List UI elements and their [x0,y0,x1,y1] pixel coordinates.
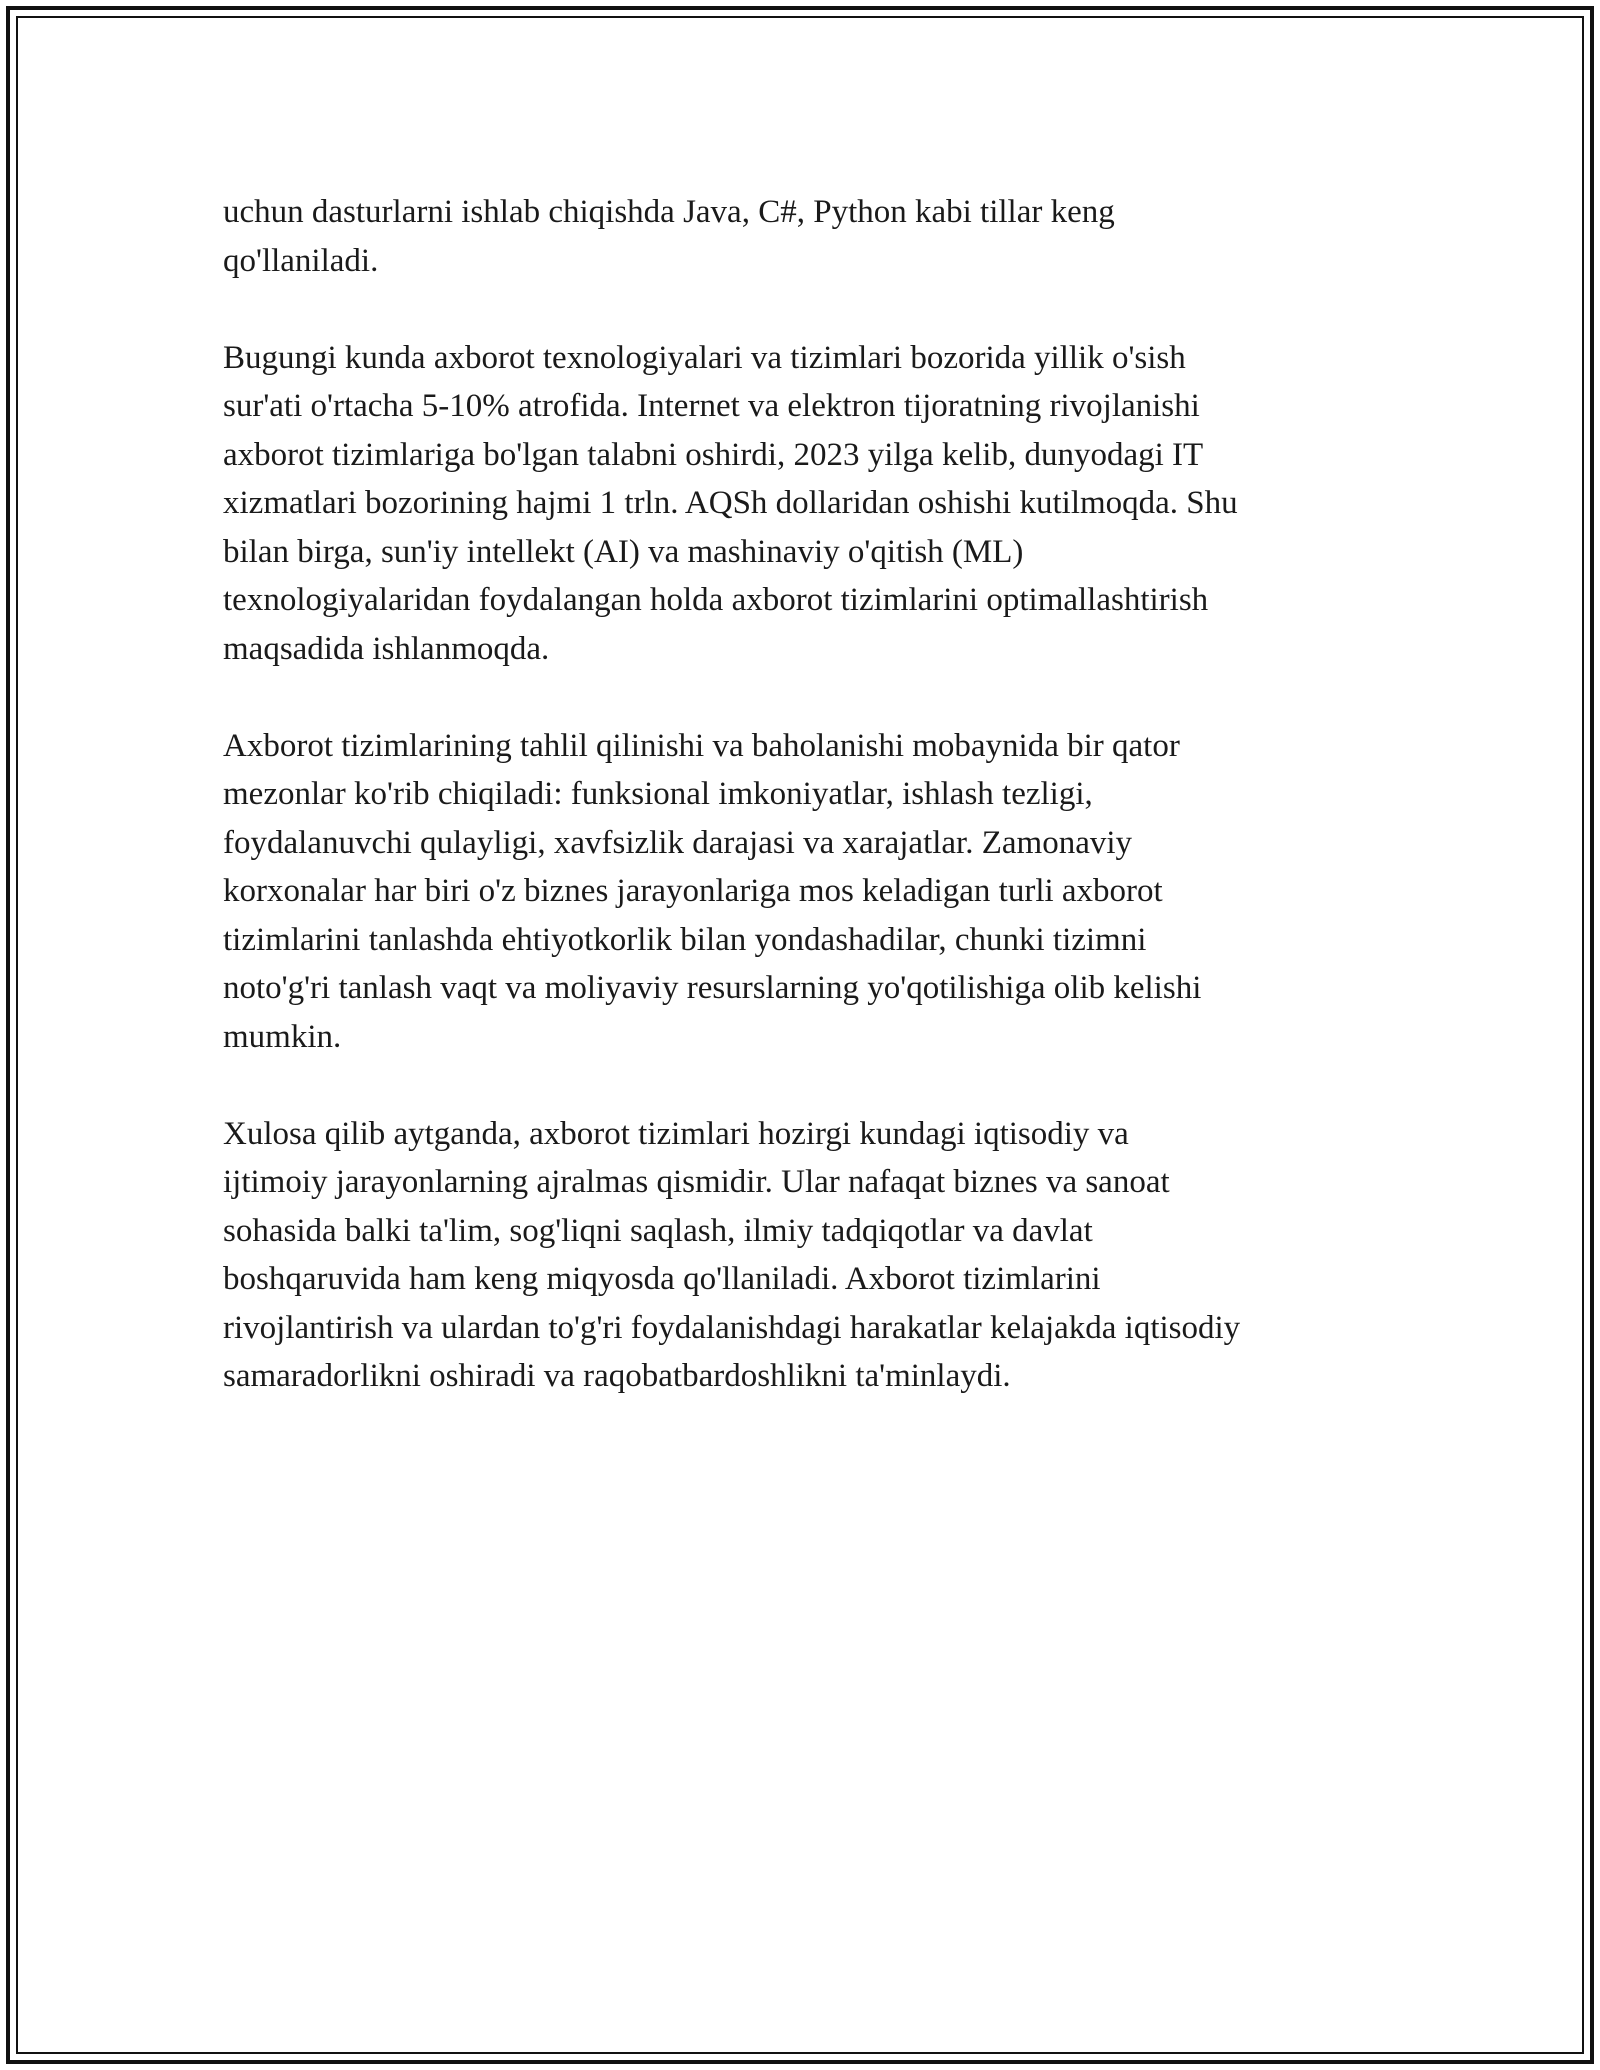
paragraph-3 [223,722,1383,1062]
text-line: bilan birga, sun'iy intellekt (AI) va mashinaviy o'qitish (ML) [223,533,1024,570]
text-line: axborot tizimlariga bo'lgan talabni oshirdi, 2023 yilga kelib, dunyodagi IT [223,436,1204,473]
text-line: qo'llaniladi. [223,242,379,279]
text-line: Bugungi kunda axborot texnologiyalari va tizimlari bozorida yillik o'sish [223,339,1186,376]
text-line: xizmatlari bozorining hajmi 1 trln. AQSh dollaridan oshishi kutilmoqda. Shu [223,485,1238,521]
paragraph-1 [223,188,1383,285]
text-line: foydalanuvchi qulayligi, xavfsizlik darajasi va xarajatlar. Zamonaviy [223,824,1133,861]
text-line: sur'ati o'rtacha 5-10% atrofida. Internet va elektron tijoratning rivojlanishi [223,388,1200,424]
text-line: sohasida balki ta'lim, sog'liqni saqlash, ilmiy tadqiqotlar va davlat [223,1212,1093,1249]
paragraph-2 [223,334,1383,674]
paragraph-4 [223,1110,1383,1401]
text-line: noto'g'ri tanlash vaqt va moliyaviy resurslarning yo'qotilishiga olib kelishi [223,970,1202,1006]
text-line: mezonlar ko'rib chiqiladi: funksional imkoniyatlar, ishlash tezligi, [223,776,1093,812]
text-line: tizimlarini tanlashda ehtiyotkorlik bilan yondashadilar, chunki tizimni [223,921,1147,958]
text-line: maqsadida ishlanmoqda. [223,630,550,667]
text-line: Axborot tizimlarining tahlil qilinishi va baholanishi mobaynida bir qator [223,727,1180,764]
text-line: korxonalar har biri o'z biznes jarayonlariga mos keladigan turli axborot [223,873,1163,909]
text-line: texnologiyalaridan foydalangan holda axborot tizimlarini optimallashtirish [223,582,1209,618]
text-line: ijtimoiy jarayonlarning ajralmas qismidir. Ular nafaqat biznes va sanoat [223,1164,1170,1200]
text-line: Xulosa qilib aytganda, axborot tizimlari hozirgi kundagi iqtisodiy va [223,1115,1129,1152]
text-line: mumkin. [223,1018,342,1055]
document-body [223,188,1383,1449]
text-line: uchun dasturlarni ishlab chiqishda Java, C#, Python kabi tillar keng [223,194,1115,230]
text-line: samaradorlikni oshiradi va raqobatbardoshlikni ta'minlaydi. [223,1358,1011,1394]
text-line: rivojlantirish va ulardan to'g'ri foydalanishdagi harakatlar kelajakda iqtisodiy [223,1309,1241,1346]
text-line: boshqaruvida ham keng miqyosda qo'llaniladi. Axborot tizimlarini [223,1261,1101,1297]
